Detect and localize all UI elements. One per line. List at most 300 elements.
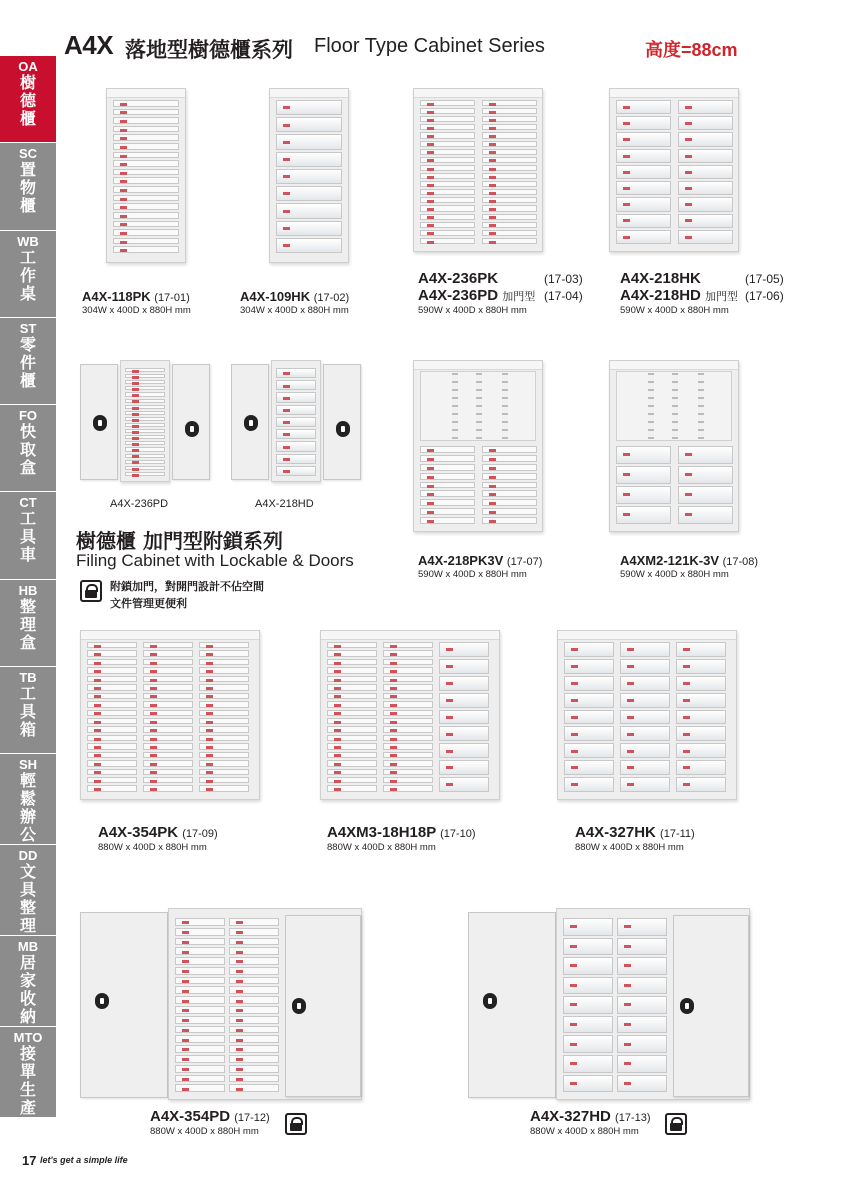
drawer <box>175 1006 225 1014</box>
tab-sh[interactable] <box>0 754 56 845</box>
product-code: (17-08) <box>722 556 759 568</box>
cabinet-a4xm2-121k-3v <box>609 360 739 532</box>
drawer-column <box>564 641 614 793</box>
drawer <box>678 197 733 211</box>
drawer <box>143 659 193 665</box>
drawer-column <box>420 445 475 525</box>
drawer-column <box>482 445 537 525</box>
drawer <box>616 149 671 163</box>
drawer <box>676 726 726 741</box>
drawer <box>125 454 165 458</box>
drawer <box>199 777 249 783</box>
drawer <box>617 938 667 956</box>
tab-code: HB <box>18 582 38 598</box>
drawer <box>327 710 377 716</box>
drawer <box>420 181 475 187</box>
tab-code: DD <box>18 848 38 863</box>
drawer <box>482 482 537 489</box>
product-dimensions: 590W x 400D x 880H mm <box>620 569 729 580</box>
drawer <box>482 100 537 106</box>
drawer <box>229 957 279 965</box>
product-code: (17-11) <box>660 828 695 840</box>
drawer <box>276 380 316 390</box>
drawer <box>620 710 670 725</box>
drawer <box>482 455 537 462</box>
tab-label: 整理盒 <box>19 596 36 652</box>
drawer <box>143 684 193 690</box>
drawer <box>420 473 475 480</box>
drawer <box>199 726 249 732</box>
drawer <box>199 693 249 699</box>
product-dimensions: 880W x 400D x 880H mm <box>98 842 207 853</box>
drawer <box>276 368 316 378</box>
door-cabinet-label: A4X-236PD <box>110 498 169 510</box>
padlock-icon <box>665 1113 687 1135</box>
drawer <box>113 186 179 193</box>
drawer <box>113 126 179 133</box>
drawer <box>616 446 671 464</box>
cabinet-top <box>81 631 259 640</box>
drawer <box>383 684 433 690</box>
drawer <box>327 642 377 648</box>
drawer <box>175 918 225 926</box>
product-code: (17-02) <box>313 292 350 304</box>
tab-code: CT <box>19 495 37 511</box>
drawer <box>143 735 193 741</box>
drawer <box>616 100 671 114</box>
drawer <box>327 701 377 707</box>
drawer <box>276 392 316 402</box>
slot-divider <box>648 373 654 439</box>
tab-code: MTO <box>13 1030 43 1045</box>
product-code: (17-07) <box>506 556 543 568</box>
drawer <box>229 996 279 1004</box>
drawer <box>383 769 433 775</box>
drawer <box>143 769 193 775</box>
drawer <box>482 230 537 236</box>
cabinet-door-right <box>323 364 361 480</box>
drawer <box>420 230 475 236</box>
drawer <box>276 221 342 236</box>
drawer <box>113 160 179 167</box>
tab-hb[interactable] <box>0 580 56 667</box>
cabinet-a4x-218pk3v <box>413 360 543 532</box>
drawer <box>175 938 225 946</box>
drawer-column <box>143 641 193 793</box>
drawer <box>482 490 537 497</box>
drawer <box>276 454 316 464</box>
drawer <box>87 710 137 716</box>
tab-label: 工具箱 <box>19 683 36 739</box>
drawer <box>175 1026 225 1034</box>
drawer <box>482 517 537 524</box>
model-name-text: A4X-218HD <box>620 287 701 304</box>
slot-divider <box>672 373 678 439</box>
drawer <box>175 1065 225 1073</box>
drawer <box>439 693 489 708</box>
drawer <box>125 374 165 378</box>
model-name <box>82 289 190 304</box>
drawer <box>482 165 537 171</box>
lock-icon <box>483 993 497 1009</box>
product-dimensions: 880W x 400D x 880H mm <box>150 1126 259 1137</box>
drawer <box>563 1035 613 1053</box>
drawer <box>383 659 433 665</box>
drawer-column <box>87 641 137 793</box>
drawer <box>420 100 475 106</box>
drawer-column <box>620 641 670 793</box>
drawer <box>113 143 179 150</box>
drawer <box>125 380 165 384</box>
cabinet-door-left <box>80 364 118 480</box>
cabinet-a4x-354pk <box>80 630 260 800</box>
product-code: (17-03) <box>544 272 583 286</box>
drawer-column <box>439 641 489 793</box>
drawer <box>439 642 489 657</box>
drawer <box>420 189 475 195</box>
drawer <box>564 642 614 657</box>
slot-divider <box>698 373 704 439</box>
drawer <box>482 181 537 187</box>
model-name-text: A4XM3-18H18P <box>327 824 436 841</box>
drawer <box>229 1035 279 1043</box>
drawer-column <box>482 99 537 245</box>
cabinet-top <box>414 89 542 98</box>
drawer <box>563 1055 613 1073</box>
drawer <box>113 203 179 210</box>
drawer <box>678 230 733 244</box>
drawer <box>125 447 165 451</box>
model-name <box>150 1108 270 1125</box>
tab-label: 工作桌 <box>19 247 36 303</box>
drawer <box>420 238 475 244</box>
drawer <box>199 701 249 707</box>
drawer <box>87 777 137 783</box>
drawer <box>678 506 733 524</box>
drawer <box>482 205 537 211</box>
cabinet-a4x-218hk <box>609 88 739 252</box>
drawer-column <box>617 917 667 1093</box>
drawer <box>620 693 670 708</box>
drawer <box>482 473 537 480</box>
drawer <box>420 141 475 147</box>
cabinet-a4x-109hk <box>269 88 349 263</box>
cabinet-a4x-236pk <box>413 88 543 252</box>
drawer <box>125 399 165 403</box>
drawer <box>113 212 179 219</box>
model-name-text: A4X-327HD <box>530 1108 611 1125</box>
tab-oa[interactable] <box>0 56 56 143</box>
drawer <box>482 464 537 471</box>
door-suffix: 加門型 <box>705 291 739 303</box>
drawer <box>199 735 249 741</box>
drawer <box>143 785 193 791</box>
lockable-note-line1: 附鎖加門，對開門設計不佔空間 <box>110 580 264 593</box>
drawer <box>229 928 279 936</box>
drawer <box>678 132 733 146</box>
drawer <box>616 197 671 211</box>
drawer <box>175 928 225 936</box>
tab-fo[interactable] <box>0 405 56 492</box>
product-dimensions: 304W x 400D x 880H mm <box>82 305 191 316</box>
tab-code: FO <box>18 408 38 423</box>
tab-wb[interactable] <box>0 231 56 318</box>
drawer <box>482 446 537 453</box>
drawer <box>87 718 137 724</box>
drawer <box>617 918 667 936</box>
cabinet-top <box>414 361 542 370</box>
drawer <box>125 368 165 372</box>
drawer <box>616 230 671 244</box>
tab-code: TB <box>19 669 37 685</box>
drawer <box>143 743 193 749</box>
drawer <box>482 132 537 138</box>
drawer <box>175 1016 225 1024</box>
drawer-column <box>199 641 249 793</box>
drawer <box>439 726 489 741</box>
product-dimensions: 880W x 400D x 880H mm <box>575 842 684 853</box>
cabinet-door-left <box>231 364 269 480</box>
padlock-icon <box>285 1113 307 1135</box>
drawer <box>420 116 475 122</box>
drawer <box>482 108 537 114</box>
slot-divider <box>452 373 458 439</box>
drawer <box>616 165 671 179</box>
drawer <box>482 116 537 122</box>
slot-divider <box>476 373 482 439</box>
drawer <box>276 169 342 184</box>
lock-icon <box>185 421 199 437</box>
drawer <box>620 743 670 758</box>
drawer <box>229 947 279 955</box>
lock-icon <box>292 998 306 1014</box>
cabinet-door-right <box>172 364 210 480</box>
drawer <box>113 221 179 228</box>
drawer <box>482 189 537 195</box>
drawer <box>276 117 342 132</box>
cabinet-top <box>270 89 348 98</box>
drawer <box>143 710 193 716</box>
drawer <box>420 197 475 203</box>
model-name-text: A4X-354PD <box>150 1108 231 1125</box>
drawer <box>113 177 179 184</box>
lock-icon <box>244 415 258 431</box>
drawer <box>420 222 475 228</box>
tab-tb[interactable] <box>0 667 56 754</box>
drawer <box>143 667 193 673</box>
lockable-series-title-en: Filing Cabinet with Lockable & Doors <box>76 551 354 570</box>
drawer <box>229 1006 279 1014</box>
drawer <box>199 676 249 682</box>
drawer <box>383 642 433 648</box>
drawer <box>564 710 614 725</box>
product-code: (17-09) <box>182 828 218 840</box>
drawer <box>678 446 733 464</box>
drawer <box>199 667 249 673</box>
drawer <box>439 659 489 674</box>
drawer-column <box>563 917 613 1093</box>
drawer <box>482 508 537 515</box>
drawer <box>125 472 165 476</box>
drawer <box>143 650 193 656</box>
drawer <box>113 246 179 253</box>
drawer <box>383 760 433 766</box>
drawer <box>143 718 193 724</box>
drawer <box>125 417 165 421</box>
drawer <box>482 124 537 130</box>
drawer <box>229 1065 279 1073</box>
drawer <box>229 1075 279 1083</box>
tab-sc[interactable] <box>0 143 56 230</box>
drawer <box>229 1026 279 1034</box>
drawer <box>383 735 433 741</box>
drawer <box>87 760 137 766</box>
height-label: 高度=88cm <box>645 40 738 60</box>
drawer <box>276 134 342 149</box>
tab-st[interactable] <box>0 318 56 405</box>
drawer <box>676 743 726 758</box>
drawer <box>327 693 377 699</box>
drawer <box>482 141 537 147</box>
product-dimensions: 880W x 400D x 880H mm <box>327 842 436 853</box>
drawer <box>87 693 137 699</box>
drawer <box>420 508 475 515</box>
drawer <box>175 1075 225 1083</box>
lock-icon <box>95 993 109 1009</box>
drawer <box>229 1045 279 1053</box>
model-name <box>418 553 542 568</box>
drawer <box>617 1016 667 1034</box>
slot-divider <box>502 373 508 439</box>
drawer <box>125 423 165 427</box>
drawer <box>276 466 316 476</box>
tab-code: OA <box>18 59 38 74</box>
drawer <box>482 222 537 228</box>
drawer <box>125 411 165 415</box>
drawer <box>676 642 726 657</box>
drawer <box>199 659 249 665</box>
drawer <box>617 1035 667 1053</box>
drawer <box>143 642 193 648</box>
drawer <box>125 435 165 439</box>
drawer <box>616 181 671 195</box>
drawer <box>482 157 537 163</box>
tab-code: MB <box>17 939 39 954</box>
model-name <box>98 824 218 841</box>
drawer <box>125 386 165 390</box>
drawer <box>229 1016 279 1024</box>
model-name <box>620 553 758 568</box>
drawer <box>175 1055 225 1063</box>
product-code: (17-01) <box>154 292 190 304</box>
model-name: A4X-218HK <box>620 270 701 287</box>
drawer <box>617 1075 667 1093</box>
drawer <box>113 169 179 176</box>
drawer <box>113 195 179 202</box>
product-code: (17-12) <box>234 1112 270 1124</box>
cabinet-a4x-354pd <box>80 908 362 1100</box>
drawer <box>420 124 475 130</box>
drawer-column <box>327 641 377 793</box>
cabinet-top <box>610 361 738 370</box>
tab-label: 輕鬆辦公 <box>19 771 36 844</box>
product-dimensions: 304W x 400D x 880H mm <box>240 305 349 316</box>
tab-label: 置物櫃 <box>19 160 36 216</box>
tab-dd[interactable] <box>0 845 56 936</box>
drawer <box>676 710 726 725</box>
cabinet-top <box>558 631 736 640</box>
drawer <box>563 1075 613 1093</box>
drawer <box>327 667 377 673</box>
cabinet-body <box>120 360 170 482</box>
tab-ct[interactable] <box>0 492 56 579</box>
drawer-column <box>125 367 165 477</box>
product-dimensions: 590W x 400D x 880H mm <box>620 305 729 316</box>
drawer <box>420 149 475 155</box>
drawer <box>199 769 249 775</box>
drawer <box>276 417 316 427</box>
cabinet-body <box>556 908 750 1100</box>
drawer <box>439 777 489 792</box>
product-code: (17-04) <box>544 289 583 303</box>
drawer <box>678 100 733 114</box>
lockable-series-title-zh: 樹德櫃 加門型附鎖系列 <box>76 529 283 553</box>
tab-mto[interactable] <box>0 1027 56 1118</box>
drawer-column <box>229 917 279 1093</box>
drawer <box>143 777 193 783</box>
cabinet-top <box>321 631 499 640</box>
model-name <box>240 289 349 304</box>
door-cabinet-label: A4X-218HD <box>255 498 314 510</box>
drawer <box>276 100 342 115</box>
drawer <box>87 785 137 791</box>
drawer <box>327 676 377 682</box>
drawer <box>175 957 225 965</box>
lock-icon <box>93 415 107 431</box>
drawer <box>617 977 667 995</box>
drawer <box>617 957 667 975</box>
model-name-text: A4XM2-121K-3V <box>620 553 719 568</box>
drawer <box>229 918 279 926</box>
lockable-note-line2: 文件管理更便利 <box>110 597 187 610</box>
page-number: 17 <box>22 1153 37 1168</box>
drawer <box>620 642 670 657</box>
drawer <box>113 100 179 107</box>
cabinet-a4x-236pd <box>80 360 210 482</box>
drawer <box>87 684 137 690</box>
drawer <box>199 684 249 690</box>
tab-mb[interactable] <box>0 936 56 1027</box>
drawer <box>87 726 137 732</box>
drawer <box>175 986 225 994</box>
tab-code: ST <box>19 320 37 336</box>
drawer-column <box>276 367 316 477</box>
drawer <box>87 659 137 665</box>
model-name-door <box>418 287 535 304</box>
drawer <box>143 676 193 682</box>
drawer <box>199 743 249 749</box>
product-code: (17-06) <box>745 289 784 303</box>
drawer <box>175 1084 225 1092</box>
drawer <box>276 238 342 253</box>
drawer <box>125 466 165 470</box>
drawer <box>420 499 475 506</box>
drawer <box>327 777 377 783</box>
drawer <box>439 743 489 758</box>
lock-icon <box>336 421 350 437</box>
drawer <box>143 760 193 766</box>
tab-label: 樹德櫃 <box>19 73 36 128</box>
